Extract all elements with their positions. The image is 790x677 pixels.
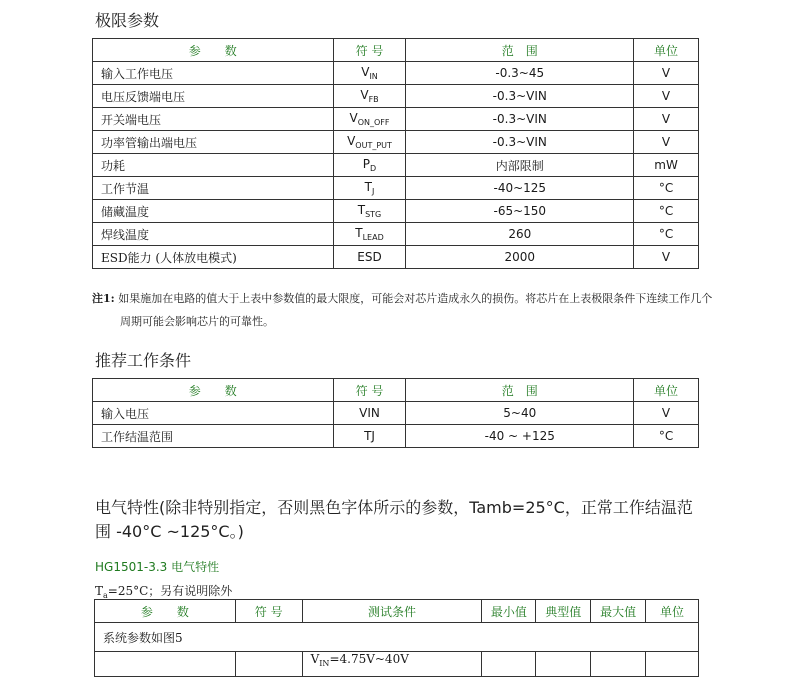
range-cell: 2000 xyxy=(406,246,634,269)
symbol-cell xyxy=(333,223,406,246)
header-range: 范 围 xyxy=(406,39,634,62)
range-cell: -0.3~VIN xyxy=(406,131,634,154)
note-text-1: 如果施加在电路的值大于上表中参数值的最大限度，可能会对芯片造成永久的损伤。将芯片在上表极限条件下连续工作几个 xyxy=(118,292,713,305)
unit-cell: °C xyxy=(634,200,699,223)
symbol-subscript: IN xyxy=(369,72,378,81)
symbol-cell xyxy=(333,62,406,85)
symbol-text: T xyxy=(355,226,363,240)
header-symbol: 符 号 xyxy=(333,379,406,402)
header-range: 范 围 xyxy=(406,379,634,402)
symbol-text: TJ xyxy=(364,429,375,443)
param-cell: 输入工作电压 xyxy=(93,62,334,85)
range-cell: -0.3~VIN xyxy=(406,108,634,131)
symbol-text: VIN xyxy=(359,406,380,420)
note-label: 注1: xyxy=(92,292,115,305)
electrical-table xyxy=(94,599,699,677)
range-cell: -0.3~VIN xyxy=(406,85,634,108)
header-unit: 单位 xyxy=(646,600,699,623)
test-condition-cell xyxy=(302,652,482,677)
section-row xyxy=(95,623,699,652)
unit-cell: V xyxy=(634,402,699,425)
symbol-subscript: J xyxy=(371,187,375,196)
range-cell: 5~40 xyxy=(406,402,634,425)
param-cell: 储藏温度 xyxy=(93,200,334,223)
abs-max-header-row xyxy=(93,39,699,62)
header-symbol: 符 号 xyxy=(235,600,302,623)
section-row-label: 系统参数如图5 xyxy=(95,623,699,652)
recommended-title: 推荐工作条件 xyxy=(95,351,192,370)
table-row xyxy=(93,425,699,448)
unit-cell: °C xyxy=(634,425,699,448)
symbol-text: V xyxy=(360,88,369,102)
cond-subscript: a xyxy=(103,591,108,600)
unit-cell: mW xyxy=(634,154,699,177)
unit-cell xyxy=(646,652,699,677)
table-row xyxy=(93,131,699,154)
partial-cond-symbol: V xyxy=(310,652,320,666)
electrical-title-line-1: 电气特性(除非特别指定，否则黑色字体所示的参数，Tamb=25°C，正常工作结温范 xyxy=(95,498,693,517)
unit-cell: °C xyxy=(634,223,699,246)
abs-max-table xyxy=(92,38,699,269)
header-unit: 单位 xyxy=(634,379,699,402)
unit-cell: V xyxy=(634,108,699,131)
range-cell: 内部限制 xyxy=(406,154,634,177)
param-cell: 工作节温 xyxy=(93,177,334,200)
unit-cell: V xyxy=(634,246,699,269)
unit-cell: °C xyxy=(634,177,699,200)
param-cell: 开关端电压 xyxy=(93,108,334,131)
param-cell: 焊线温度 xyxy=(93,223,334,246)
symbol-cell xyxy=(235,652,302,677)
electrical-header-row xyxy=(95,600,699,623)
param-cell: 输入电压 xyxy=(93,402,334,425)
note-text-2: 周期可能会影响芯片的可靠性。 xyxy=(120,315,274,328)
table-row xyxy=(93,246,699,269)
symbol-cell xyxy=(333,154,406,177)
table-row xyxy=(93,177,699,200)
header-test-condition: 测试条件 xyxy=(302,600,482,623)
table-row xyxy=(93,154,699,177)
symbol-cell xyxy=(333,402,406,425)
header-min: 最小值 xyxy=(482,600,536,623)
symbol-subscript: STG xyxy=(365,210,382,219)
header-param: 参 数 xyxy=(93,39,334,62)
abs-max-title: 极限参数 xyxy=(95,11,160,30)
header-typ: 典型值 xyxy=(536,600,591,623)
recommended-header-row xyxy=(93,379,699,402)
unit-cell: V xyxy=(634,85,699,108)
typ-cell xyxy=(536,652,591,677)
param-cell: 电压反馈端电压 xyxy=(93,85,334,108)
electrical-title-line-2: 围 -40°C ~125°C。) xyxy=(95,522,244,541)
symbol-text: T xyxy=(364,180,372,194)
cond-text: =25°C；另有说明除外 xyxy=(107,584,233,598)
param-cell: 工作结温范围 xyxy=(93,425,334,448)
table-row xyxy=(93,223,699,246)
symbol-subscript: OUT_PUT xyxy=(355,141,392,150)
table-row xyxy=(93,62,699,85)
symbol-cell xyxy=(333,177,406,200)
symbol-subscript: LEAD xyxy=(362,233,384,242)
symbol-subscript: FB xyxy=(368,95,379,104)
symbol-subscript: ON_OFF xyxy=(357,118,390,127)
header-param: 参 数 xyxy=(93,379,334,402)
symbol-text: V xyxy=(361,65,370,79)
param-cell xyxy=(95,652,236,677)
header-unit: 单位 xyxy=(634,39,699,62)
symbol-cell xyxy=(333,246,406,269)
partial-cond-subscript: IN xyxy=(319,659,330,668)
electrical-title xyxy=(95,496,735,544)
param-cell: 功率管输出端电压 xyxy=(93,131,334,154)
symbol-cell xyxy=(333,85,406,108)
note-line-1 xyxy=(92,290,712,306)
symbol-text: ESD xyxy=(357,250,382,264)
range-cell: -40 ~ +125 xyxy=(406,425,634,448)
symbol-text: V xyxy=(347,134,356,148)
range-cell: -0.3~45 xyxy=(406,62,634,85)
symbol-cell xyxy=(333,131,406,154)
range-cell: 260 xyxy=(406,223,634,246)
header-param: 参 数 xyxy=(95,600,236,623)
table-row xyxy=(95,652,699,677)
min-cell xyxy=(482,652,536,677)
table-row xyxy=(93,200,699,223)
range-cell: -65~150 xyxy=(406,200,634,223)
max-cell xyxy=(591,652,646,677)
cond-symbol: T xyxy=(95,584,104,598)
symbol-cell xyxy=(333,108,406,131)
header-max: 最大值 xyxy=(591,600,646,623)
range-cell: -40~125 xyxy=(406,177,634,200)
table-row xyxy=(93,108,699,131)
symbol-cell xyxy=(333,200,406,223)
unit-cell: V xyxy=(634,131,699,154)
symbol-text: P xyxy=(362,157,371,171)
unit-cell: V xyxy=(634,62,699,85)
symbol-cell xyxy=(333,425,406,448)
table-row xyxy=(93,402,699,425)
partial-cond-text: =4.75V~40V xyxy=(329,652,409,666)
electrical-subtitle: HG1501-3.3 电气特性 xyxy=(95,560,220,574)
recommended-table xyxy=(92,378,699,448)
test-condition xyxy=(95,582,232,600)
param-cell: ESD能力 (人体放电模式) xyxy=(93,246,334,269)
symbol-text: T xyxy=(357,203,366,217)
header-symbol: 符 号 xyxy=(333,39,406,62)
symbol-text: V xyxy=(349,111,358,125)
param-cell: 功耗 xyxy=(93,154,334,177)
symbol-subscript: D xyxy=(370,164,377,173)
table-row xyxy=(93,85,699,108)
